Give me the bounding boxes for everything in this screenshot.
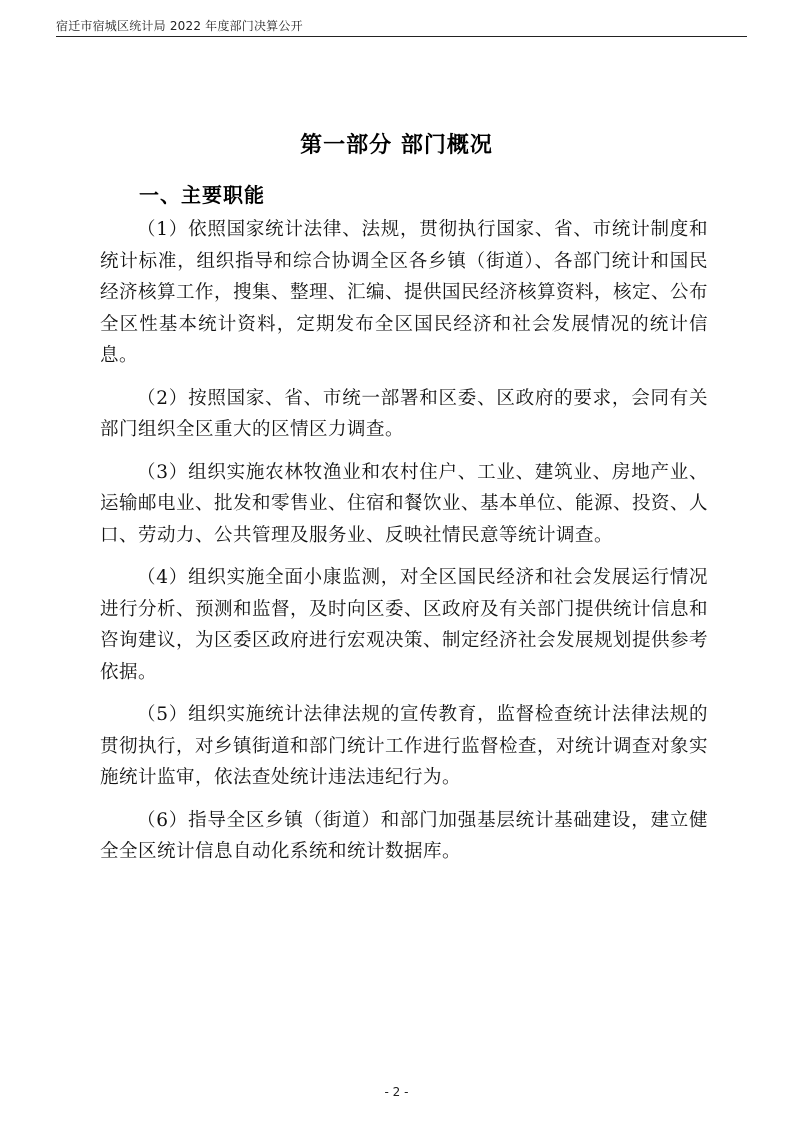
page-title: 第一部分 部门概况 (300, 133, 493, 158)
paragraph-3: （3）组织实施农林牧渔业和农村住户、工业、建筑业、房地产业、运输邮电业、批发和零售业、住宿和餐饮业、基本单位、能源、投资、人口、劳动力、公共管理及服务业、反映社情民意等统计调查。 (100, 461, 709, 546)
paragraph-5: （5）组织实施统计法律法规的宣传教育，监督检查统计法律法规的贯彻执行，对乡镇街道和部门统计工作进行监督检查，对统计调查对象实施统计监审，依法查处统计违法违纪行为。 (100, 704, 709, 788)
paragraph-1: （1）依照国家统计法律、法规，贯彻执行国家、省、市统计制度和统计标准，组织指导和综合协调全区各乡镇（街道）、各部门统计和国民经济核算工作，搜集、整理、汇编、提供国民经济核算资料，核定、公布全区性基本统计资料，定期发布全区国民经济和社会发展情况的统计信息。 (100, 219, 709, 366)
paragraph-4: （4）组织实施全面小康监测，对全区国民经济和社会发展运行情况进行分析、预测和监督，及时向区委、区政府及有关部门提供统计信息和咨询建议，为区委区政府进行宏观决策、制定经济社会发展规划提供参考依据。 (100, 567, 709, 683)
header-divider (56, 36, 747, 37)
paragraph-6: （6）指导全区乡镇（街道）和部门加强基层统计基础建设，建立健全全区统计信息自动化系统和统计数据库。 (100, 809, 708, 862)
paragraph-2: （2）按照国家、省、市统一部署和区委、区政府的要求，会同有关部门组织全区重大的区情区力调查。 (100, 387, 708, 440)
page-header: 宿迁市宿城区统计局 2022 年度部门决算公开 (56, 19, 303, 33)
page-number: - 2 - (384, 1085, 409, 1099)
body-text (100, 214, 708, 879)
section-heading: 一、主要职能 (139, 183, 265, 207)
